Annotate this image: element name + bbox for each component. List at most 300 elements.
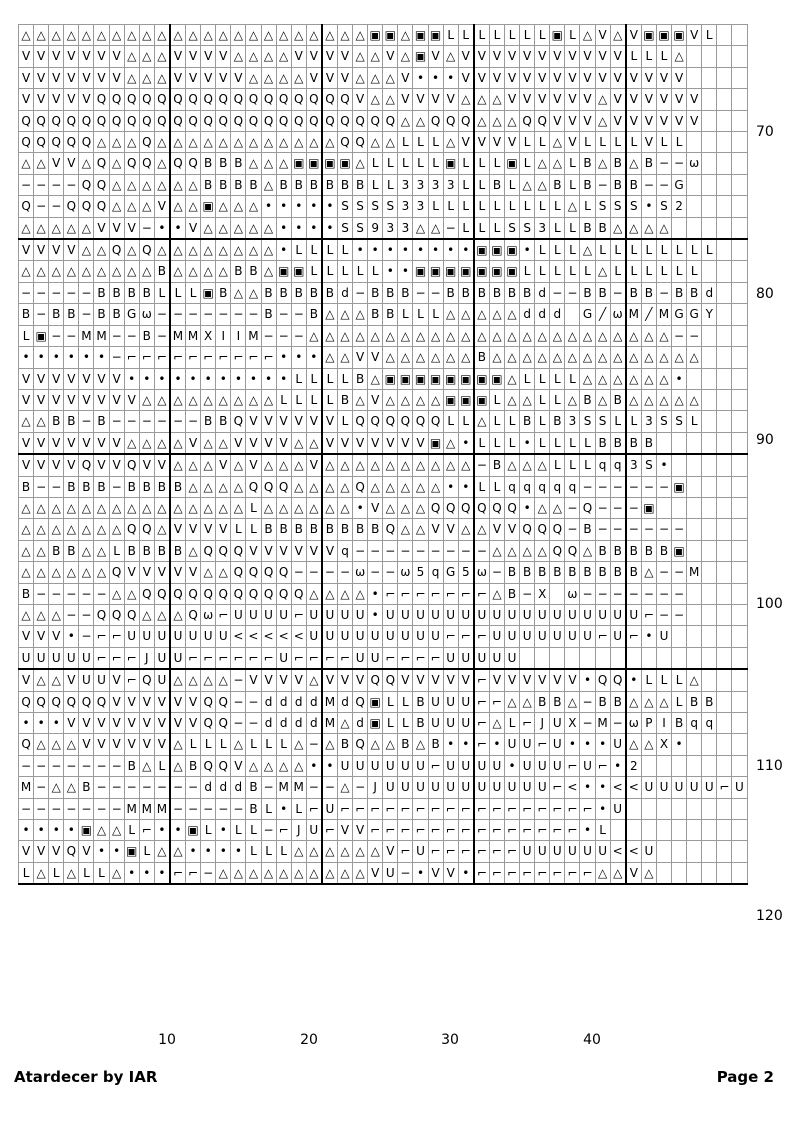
pattern-cell: − <box>34 476 49 497</box>
pattern-cell: L <box>261 734 276 755</box>
pattern-cell: Q <box>428 411 443 432</box>
pattern-cell: U <box>398 626 413 647</box>
pattern-cell: U <box>458 647 474 669</box>
pattern-cell <box>565 647 580 669</box>
pattern-cell: − <box>34 777 49 798</box>
pattern-cell: △ <box>79 239 94 261</box>
pattern-cell <box>717 217 732 239</box>
pattern-cell: L <box>428 304 443 325</box>
pattern-cell: △ <box>139 497 154 518</box>
pattern-cell: V <box>565 110 580 131</box>
pattern-cell: B <box>535 562 550 583</box>
pattern-cell: ⌐ <box>443 583 458 604</box>
pattern-cell: ⌐ <box>322 820 338 841</box>
pattern-cell: V <box>276 432 291 454</box>
pattern-cell: L <box>443 196 458 217</box>
pattern-cell: △ <box>353 862 368 884</box>
pattern-cell: △ <box>109 196 124 217</box>
pattern-cell: △ <box>322 862 338 884</box>
pattern-cell: ⌐ <box>337 798 352 819</box>
pattern-cell: △ <box>580 347 595 368</box>
pattern-cell: B <box>672 713 687 734</box>
pattern-cell: − <box>79 583 94 604</box>
pattern-cell: ⌐ <box>489 691 504 712</box>
pattern-cell: − <box>79 755 94 776</box>
pattern-row <box>19 820 748 841</box>
pattern-cell <box>702 389 717 410</box>
pattern-cell: △ <box>34 862 49 884</box>
pattern-row <box>19 755 748 776</box>
pattern-cell: U <box>231 604 246 625</box>
pattern-cell: △ <box>139 46 154 67</box>
pattern-cell: V <box>672 110 687 131</box>
pattern-cell: △ <box>641 217 656 239</box>
pattern-cell: L <box>474 432 490 454</box>
pattern-cell: − <box>94 583 109 604</box>
pattern-cell: Q <box>505 497 520 518</box>
pattern-cell <box>717 196 732 217</box>
pattern-cell: ⌐ <box>443 820 458 841</box>
pattern-cell: V <box>626 110 642 131</box>
pattern-cell: L <box>535 432 550 454</box>
pattern-cell: − <box>428 540 443 561</box>
pattern-cell: B <box>64 476 79 497</box>
pattern-cell: Q <box>246 562 261 583</box>
pattern-cell: △ <box>94 562 109 583</box>
pattern-cell <box>732 647 747 669</box>
pattern-cell: △ <box>246 282 261 303</box>
pattern-cell: − <box>489 562 504 583</box>
pattern-cell: Q <box>94 153 109 174</box>
pattern-cell: ω <box>139 304 154 325</box>
pattern-cell: − <box>64 798 79 819</box>
pattern-row <box>19 153 748 174</box>
pattern-cell <box>687 132 702 153</box>
pattern-cell: U <box>520 755 535 776</box>
pattern-cell: △ <box>49 519 64 540</box>
pattern-cell: U <box>610 798 626 819</box>
pattern-cell: U <box>550 734 565 755</box>
pattern-cell: d <box>291 691 306 712</box>
pattern-cell: L <box>565 261 580 282</box>
pattern-cell: ▣ <box>443 153 458 174</box>
pattern-cell: ⌐ <box>595 626 610 647</box>
pattern-cell: Q <box>19 196 34 217</box>
pattern-cell: B <box>398 282 413 303</box>
pattern-cell: − <box>306 562 322 583</box>
pattern-cell: △ <box>94 519 109 540</box>
pattern-cell: U <box>474 755 490 776</box>
pattern-cell: △ <box>656 347 671 368</box>
pattern-cell: V <box>368 497 383 518</box>
pattern-cell: △ <box>246 153 261 174</box>
pattern-cell: U <box>489 777 504 798</box>
pattern-cell: ▣ <box>306 153 322 174</box>
pattern-cell <box>732 755 747 776</box>
pattern-cell: V <box>79 389 94 410</box>
pattern-cell: △ <box>139 389 154 410</box>
pattern-cell: − <box>322 777 338 798</box>
pattern-cell: B <box>139 540 154 561</box>
pattern-cell: V <box>246 454 261 476</box>
pattern-row <box>19 217 748 239</box>
pattern-cell: ⌐ <box>458 583 474 604</box>
pattern-cell: V <box>474 132 490 153</box>
pattern-cell: L <box>565 454 580 476</box>
pattern-cell: S <box>595 411 610 432</box>
pattern-cell: L <box>94 862 109 884</box>
pattern-cell: Q <box>109 110 124 131</box>
pattern-cell: △ <box>398 46 413 67</box>
pattern-cell: S <box>641 454 656 476</box>
pattern-cell: △ <box>124 583 139 604</box>
pattern-cell: V <box>520 67 535 88</box>
pattern-cell: △ <box>413 734 428 755</box>
pattern-cell: V <box>34 89 49 110</box>
pattern-cell: • <box>170 820 186 841</box>
pattern-cell: U <box>124 626 139 647</box>
pattern-cell: V <box>565 132 580 153</box>
pattern-cell: U <box>610 604 626 625</box>
pattern-cell <box>732 841 747 862</box>
pattern-row <box>19 196 748 217</box>
pattern-cell: B <box>610 562 626 583</box>
pattern-cell: △ <box>505 540 520 561</box>
pattern-cell: V <box>94 713 109 734</box>
pattern-cell: ⌐ <box>337 647 352 669</box>
pattern-cell: • <box>306 196 322 217</box>
pattern-cell: △ <box>337 713 352 734</box>
pattern-cell: V <box>610 110 626 131</box>
pattern-cell: V <box>79 734 94 755</box>
pattern-cell: • <box>306 217 322 239</box>
pattern-cell: ⌐ <box>109 626 124 647</box>
pattern-cell: △ <box>64 862 79 884</box>
pattern-cell: △ <box>474 89 490 110</box>
pattern-cell: ▣ <box>428 368 443 389</box>
pattern-cell <box>702 862 717 884</box>
pattern-cell: △ <box>154 174 170 195</box>
pattern-cell: V <box>186 562 201 583</box>
pattern-cell: ⌐ <box>641 604 656 625</box>
pattern-cell: U <box>505 734 520 755</box>
pattern-cell: ⌐ <box>368 798 383 819</box>
pattern-cell: L <box>398 132 413 153</box>
pattern-cell: U <box>246 604 261 625</box>
pattern-cell: V <box>154 196 170 217</box>
pattern-cell: V <box>246 411 261 432</box>
pattern-cell: ▣ <box>337 153 352 174</box>
pattern-cell: • <box>322 755 338 776</box>
pattern-cell <box>656 862 671 884</box>
pattern-cell: < <box>261 626 276 647</box>
pattern-cell: ⌐ <box>383 820 398 841</box>
pattern-cell: ⌐ <box>261 647 276 669</box>
pattern-cell: • <box>154 217 170 239</box>
pattern-cell: B <box>276 174 291 195</box>
pattern-cell: ▣ <box>550 25 565 46</box>
pattern-cell: V <box>520 89 535 110</box>
pattern-cell: M <box>687 562 702 583</box>
pattern-cell <box>702 604 717 625</box>
pattern-cell: L <box>550 261 565 282</box>
pattern-cell: • <box>398 239 413 261</box>
pattern-cell: △ <box>19 217 34 239</box>
pattern-cell <box>565 304 580 325</box>
pattern-cell: △ <box>520 347 535 368</box>
pattern-row <box>19 626 748 647</box>
pattern-cell: △ <box>261 174 276 195</box>
pattern-cell: ▣ <box>428 25 443 46</box>
pattern-cell: V <box>34 46 49 67</box>
pattern-cell: V <box>216 46 231 67</box>
pattern-cell: Q <box>322 89 338 110</box>
pattern-cell: B <box>353 368 368 389</box>
pattern-cell: U <box>443 777 458 798</box>
pattern-cell: B <box>458 282 474 303</box>
pattern-cell: − <box>64 174 79 195</box>
pattern-cell: V <box>34 389 49 410</box>
pattern-cell: − <box>291 562 306 583</box>
pattern-cell: ⌐ <box>246 347 261 368</box>
pattern-cell <box>687 734 702 755</box>
pattern-cell: V <box>124 389 139 410</box>
pattern-cell: L <box>109 540 124 561</box>
pattern-cell: ⌐ <box>154 347 170 368</box>
pattern-cell: △ <box>428 476 443 497</box>
pattern-cell: △ <box>353 25 368 46</box>
pattern-cell: L <box>398 153 413 174</box>
pattern-cell: V <box>216 519 231 540</box>
pattern-cell: △ <box>413 476 428 497</box>
pattern-cell: • <box>276 239 291 261</box>
pattern-cell <box>641 755 656 776</box>
pattern-cell: △ <box>124 261 139 282</box>
pattern-cell: V <box>656 67 671 88</box>
pattern-cell: − <box>170 304 186 325</box>
pattern-cell: ⌐ <box>505 798 520 819</box>
pattern-cell: B <box>231 261 246 282</box>
pattern-cell: △ <box>261 261 276 282</box>
pattern-cell: △ <box>64 217 79 239</box>
pattern-cell: △ <box>124 67 139 88</box>
pattern-cell: − <box>34 282 49 303</box>
pattern-cell: ⌐ <box>353 798 368 819</box>
pattern-cell: d <box>216 777 231 798</box>
pattern-cell: • <box>489 734 504 755</box>
pattern-cell: △ <box>49 261 64 282</box>
pattern-cell: − <box>641 519 656 540</box>
pattern-cell: Q <box>201 691 216 712</box>
pattern-cell: Q <box>139 153 154 174</box>
pattern-cell: △ <box>261 497 276 518</box>
pattern-cell: L <box>656 669 671 691</box>
pattern-cell: L <box>458 411 474 432</box>
pattern-cell: △ <box>337 304 352 325</box>
pattern-cell: L <box>489 217 504 239</box>
pattern-cell <box>626 647 642 669</box>
pattern-cell: d <box>276 713 291 734</box>
pattern-cell: △ <box>154 239 170 261</box>
pattern-cell: d <box>337 691 352 712</box>
pattern-cell: Q <box>246 110 261 131</box>
pattern-cell: L <box>520 132 535 153</box>
pattern-cell: △ <box>79 153 94 174</box>
pattern-cell: Q <box>154 110 170 131</box>
pattern-cell: U <box>580 841 595 862</box>
pattern-cell: V <box>306 67 322 88</box>
pattern-cell: Q <box>216 110 231 131</box>
pattern-cell: − <box>580 691 595 712</box>
pattern-cell: − <box>170 777 186 798</box>
pattern-cell: △ <box>154 46 170 67</box>
pattern-cell: − <box>398 862 413 884</box>
pattern-cell: V <box>109 389 124 410</box>
pattern-cell: Q <box>201 89 216 110</box>
pattern-cell <box>732 691 747 712</box>
pattern-cell: V <box>458 67 474 88</box>
pattern-cell: • <box>368 583 383 604</box>
pattern-cell: △ <box>626 389 642 410</box>
pattern-cell: L <box>672 239 687 261</box>
pattern-cell: V <box>550 67 565 88</box>
pattern-cell <box>717 239 732 261</box>
pattern-cell: U <box>398 604 413 625</box>
pattern-cell: B <box>49 540 64 561</box>
pattern-cell: U <box>565 841 580 862</box>
pattern-cell: ⌐ <box>565 798 580 819</box>
pattern-cell: B <box>520 411 535 432</box>
pattern-cell: B <box>94 411 109 432</box>
pattern-cell: U <box>656 626 671 647</box>
pattern-cell: L <box>520 368 535 389</box>
pattern-cell: • <box>520 432 535 454</box>
pattern-cell: B <box>626 282 642 303</box>
pattern-cell: △ <box>124 25 139 46</box>
pattern-cell: B <box>79 476 94 497</box>
pattern-cell: △ <box>550 132 565 153</box>
pattern-cell: Q <box>261 110 276 131</box>
pattern-cell: L <box>291 239 306 261</box>
pattern-cell: − <box>595 476 610 497</box>
pattern-cell: U <box>398 755 413 776</box>
pattern-cell: ▣ <box>474 239 490 261</box>
pattern-cell: V <box>443 519 458 540</box>
pattern-cell: U <box>520 841 535 862</box>
pattern-cell: △ <box>383 347 398 368</box>
pattern-cell: − <box>353 777 368 798</box>
pattern-cell: U <box>641 841 656 862</box>
pattern-row <box>19 411 748 432</box>
pattern-cell <box>732 325 747 346</box>
pattern-cell: △ <box>322 132 338 153</box>
pattern-cell: U <box>474 777 490 798</box>
pattern-cell: V <box>19 89 34 110</box>
pattern-cell <box>702 347 717 368</box>
pattern-cell: △ <box>610 347 626 368</box>
pattern-cell: △ <box>520 540 535 561</box>
pattern-cell: V <box>550 89 565 110</box>
pattern-cell: △ <box>428 325 443 346</box>
pattern-cell: • <box>64 626 79 647</box>
pattern-cell <box>702 196 717 217</box>
pattern-cell: B <box>19 304 34 325</box>
pattern-cell: V <box>291 540 306 561</box>
pattern-cell: Q <box>201 755 216 776</box>
pattern-cell: − <box>49 282 64 303</box>
pattern-cell: − <box>398 540 413 561</box>
pattern-cell <box>535 647 550 669</box>
pattern-chart <box>18 24 748 885</box>
pattern-cell: U <box>154 669 170 691</box>
pattern-cell: 3 <box>443 174 458 195</box>
pattern-cell: V <box>565 669 580 691</box>
pattern-cell: V <box>641 110 656 131</box>
pattern-cell: △ <box>276 755 291 776</box>
pattern-cell <box>732 153 747 174</box>
pattern-cell: V <box>565 67 580 88</box>
pattern-cell: △ <box>261 25 276 46</box>
pattern-cell: S <box>337 217 352 239</box>
pattern-cell: Q <box>64 110 79 131</box>
pattern-cell: − <box>170 411 186 432</box>
pattern-cell: − <box>246 691 261 712</box>
pattern-cell: Q <box>580 497 595 518</box>
pattern-cell: U <box>353 647 368 669</box>
pattern-cell: V <box>186 713 201 734</box>
pattern-cell: △ <box>261 217 276 239</box>
pattern-cell: △ <box>368 132 383 153</box>
pattern-cell: V <box>535 89 550 110</box>
pattern-cell: Q <box>246 583 261 604</box>
pattern-cell: L <box>19 862 34 884</box>
pattern-cell: • <box>458 476 474 497</box>
pattern-row <box>19 841 748 862</box>
pattern-cell: U <box>428 713 443 734</box>
pattern-cell: △ <box>413 497 428 518</box>
pattern-cell: − <box>186 798 201 819</box>
pattern-cell <box>702 841 717 862</box>
pattern-cell: ▣ <box>474 261 490 282</box>
pattern-cell: U <box>474 604 490 625</box>
pattern-cell: L <box>443 25 458 46</box>
pattern-cell: • <box>641 626 656 647</box>
pattern-row <box>19 110 748 131</box>
pattern-cell: U <box>550 626 565 647</box>
pattern-row <box>19 389 748 410</box>
pattern-cell: V <box>306 540 322 561</box>
pattern-cell: △ <box>322 347 338 368</box>
pattern-cell: − <box>474 540 490 561</box>
pattern-cell: ⌐ <box>428 841 443 862</box>
pattern-cell: △ <box>19 604 34 625</box>
pattern-cell: Q <box>535 110 550 131</box>
pattern-cell: < <box>610 777 626 798</box>
pattern-cell: Q <box>383 519 398 540</box>
pattern-cell: ⌐ <box>550 862 565 884</box>
pattern-cell: B <box>595 540 610 561</box>
pattern-cell: • <box>458 862 474 884</box>
pattern-cell: △ <box>124 239 139 261</box>
pattern-cell: △ <box>261 755 276 776</box>
pattern-cell: V <box>353 669 368 691</box>
pattern-cell: Q <box>383 669 398 691</box>
pattern-cell: B <box>154 540 170 561</box>
pattern-cell: V <box>595 46 610 67</box>
pattern-cell: B <box>687 282 702 303</box>
pattern-cell: • <box>170 368 186 389</box>
pattern-cell: B <box>550 562 565 583</box>
